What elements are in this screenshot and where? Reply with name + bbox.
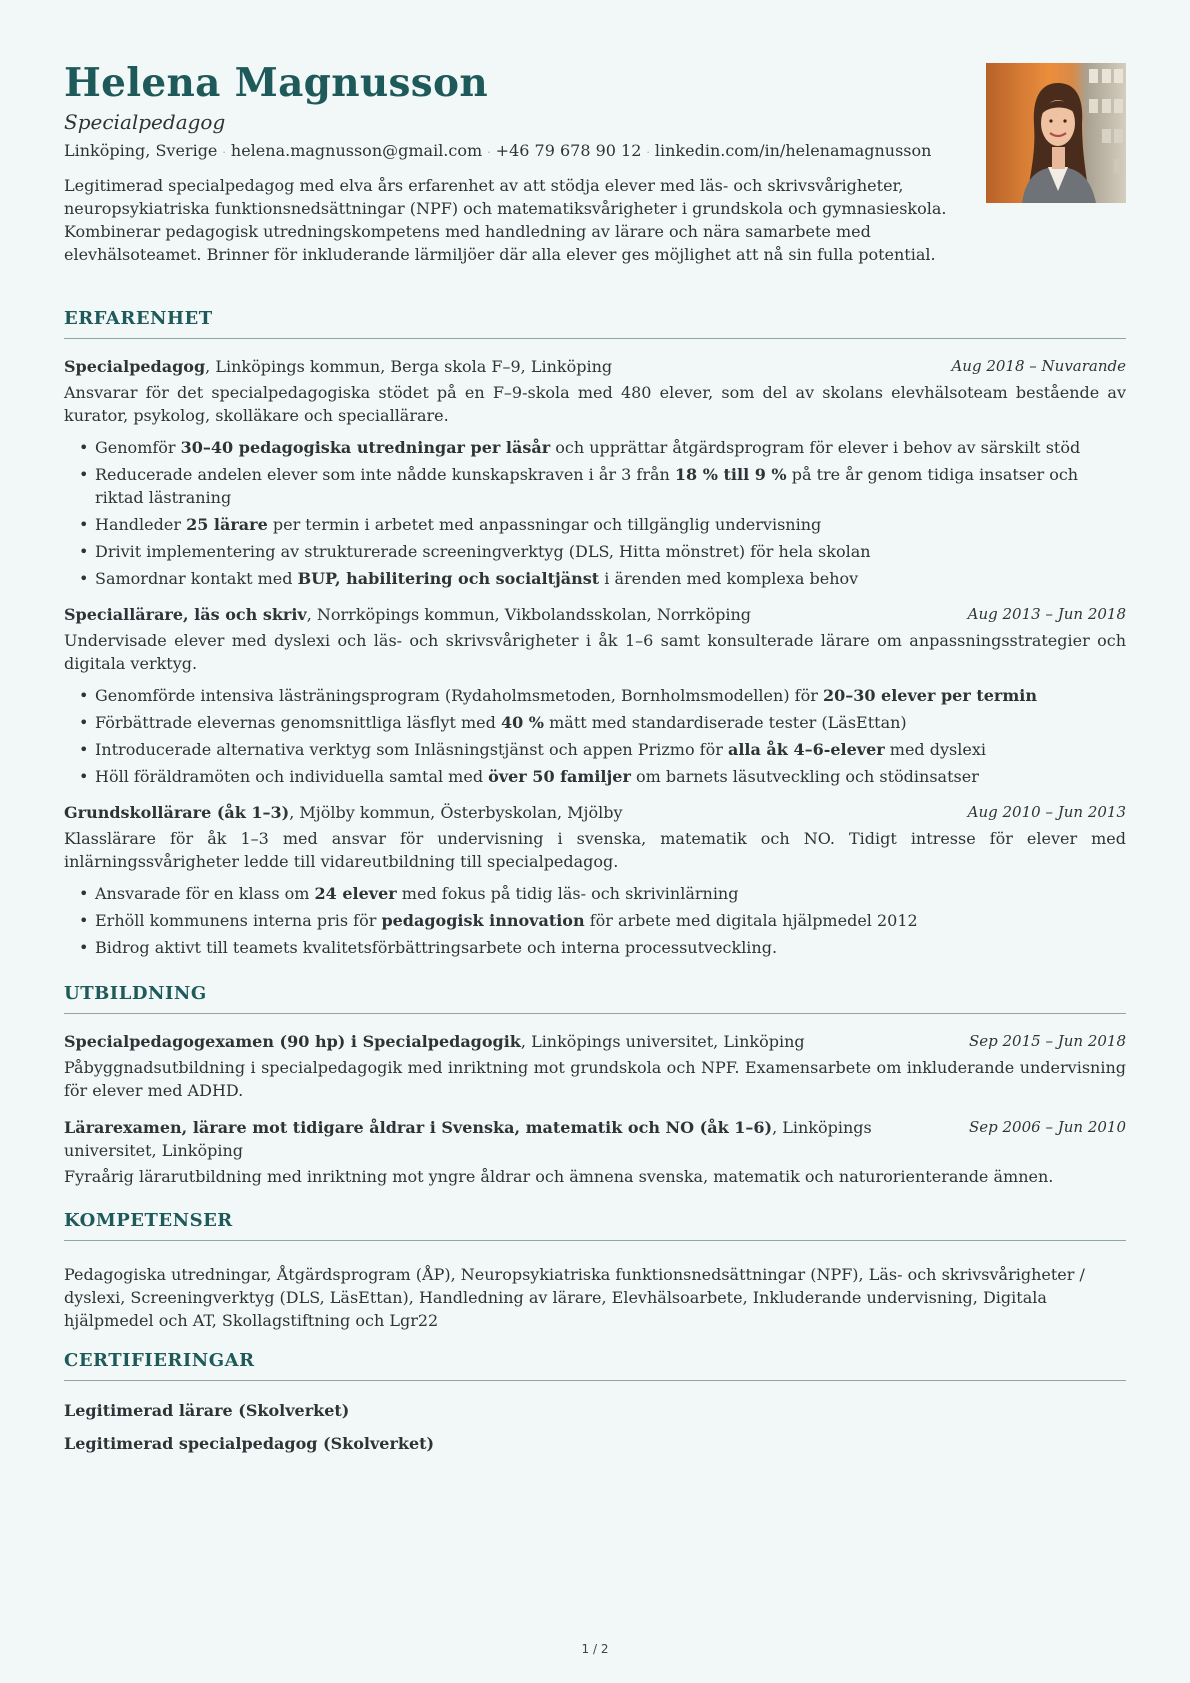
list-item: • Handleder 25 lärare per termin i arbetet med anpassningar och tillgänglig undervisning [64,513,1126,536]
certifications-section [64,1350,1126,1455]
resume-header [64,62,1126,294]
entry-heading [64,603,1126,626]
candidate-title: Specialpedagog [64,109,226,134]
section-title-experience: ERFARENHET [64,308,1126,339]
entry-org: , Linköpings universitet, Linköping [520,1032,805,1051]
list-item: • Höll föräldramöten och individuella samtal med över 50 familjer om barnets läsutveckling och stödinsatser [64,765,1126,788]
list-item: • Genomför 30–40 pedagogiska utredningar per läsår och upprättar åtgärdsprogram för elever i behov av särskilt stöd [64,436,1126,459]
list-item: • Genomförde intensiva lästräningsprogram (Rydaholmsmetoden, Bornholmsmodellen) för 20–30 elever per termin [64,684,1126,707]
achievement-list [64,436,1126,590]
profile-summary: Legitimerad specialpedagog med elva års erfarenhet av att stödja elever med läs- och skrivsvårigheter, neuropsykiatriska funktionsnedsättningar (NPF) och matematiksvårigheter i grundskola och gymnasieskola. Kombinerar pedagogisk utredningskompetens med handledning av lärare och nära samarbete med elevhälsoteamet. Brinner för inkluderande lärmiljöer där alla elever ges möjlighet att nå sin fulla potential. [64,175,947,264]
education-entry [64,1116,1126,1188]
entry-org: , Norrköpings kommun, Vikbolandsskolan, Norrköping [306,605,752,624]
entry-heading [64,1030,1126,1053]
separator-dot: · [646,145,650,159]
entry-role: Grundskollärare (åk 1–3) [64,803,290,822]
certification-item: Legitimerad lärare (Skolverket) [64,1401,350,1420]
phone: +46 79 678 90 12 [495,140,642,160]
list-item: • Drivit implementering av strukturerade screeningverktyg (DLS, Hitta mönstret) för hela skolan [64,540,1126,563]
experience-entry [64,603,1126,788]
entry-description: Fyraårig lärarutbildning med inriktning mot yngre åldrar och ämnena svenska, matematik och naturorienterande ämnen. [64,1167,1054,1186]
entry-heading [64,801,1126,824]
separator-dot: · [487,145,491,159]
experience-entry [64,355,1126,590]
header-text [64,62,964,266]
entry-description: Klasslärare för åk 1–3 med ansvar för undervisning i svenska, matematik och NO. Tidigt intresse för elever med inlärningssvårigheter ledde till vidareutbildning till specialpedagog. [64,829,1126,871]
entry-date: Sep 2006 – Jun 2010 [968,1118,1126,1136]
candidate-name: Helena Magnusson [64,60,488,106]
achievement-list [64,882,1126,959]
entry-date: Aug 2018 – Nuvarande [951,357,1126,375]
entry-heading [64,1116,1126,1162]
linkedin-link[interactable]: linkedin.com/in/helenamagnusson [654,140,932,160]
list-item: • Bidrog aktivt till teamets kvalitetsförbättringsarbete och interna processutveckling. [64,936,1126,959]
list-item: • Reducerade andelen elever som inte nådde kunskapskraven i år 3 från 18 % till 9 % på tre år genom tidiga insatser och riktad lästraning [64,463,1126,509]
list-item: • Ansvarade för en klass om 24 elever med fokus på tidig läs- och skrivinlärning [64,882,1126,905]
skills-list: Pedagogiska utredningar, Åtgärdsprogram (ÅP), Neuropsykiatriska funktionsnedsättningar (NPF), Läs- och skrivsvårigheter / dyslexi, Screeningverktyg (DLS, LäsEttan), Handledning av lärare, Elevhälsoarbete, Inkluderande undervisning, Digitala hjälpmedel och AT, Skollagstiftning och Lgr22 [64,1265,1085,1330]
entry-date: Aug 2010 – Jun 2013 [967,803,1126,821]
entry-degree: Lärarexamen, lärare mot tidigare åldrar i Svenska, matematik och NO (åk 1–6) [64,1118,773,1137]
contact-line [64,141,964,160]
entry-heading [64,355,1126,378]
page-number: 1 / 2 [581,1642,609,1656]
entry-date: Sep 2015 – Jun 2018 [968,1032,1126,1050]
certification-item: Legitimerad specialpedagog (Skolverket) [64,1434,435,1453]
email-link[interactable]: helena.magnusson@gmail.com [230,140,483,160]
entry-role: Specialpedagog [64,357,206,376]
profile-photo-illustration [986,63,1126,203]
experience-section [64,308,1126,959]
entry-role: Speciallärare, läs och skriv [64,605,307,624]
experience-entry [64,801,1126,959]
section-title-skills: KOMPETENSER [64,1210,1126,1241]
education-section [64,983,1126,1188]
entry-description: Undervisade elever med dyslexi och läs- och skrivsvårigheter i åk 1–6 samt konsulterade lärare om anpassningsstrategier och digitala verktyg. [64,631,1126,673]
entry-degree: Specialpedagogexamen (90 hp) i Specialpedagogik [64,1032,521,1051]
skills-section [64,1210,1126,1332]
section-title-certifications: CERTIFIERINGAR [64,1350,1126,1381]
entry-org: , Linköpings kommun, Berga skola F–9, Linköping [205,357,613,376]
entry-org: , Linköpings universitet, Linköping [64,1118,872,1160]
education-entry [64,1030,1126,1102]
profile-photo [986,63,1126,203]
entry-date: Aug 2013 – Jun 2018 [967,605,1126,623]
list-item: • Erhöll kommunens interna pris för pedagogisk innovation för arbete med digitala hjälpmedel 2012 [64,909,1126,932]
section-title-education: UTBILDNING [64,983,1126,1014]
entry-org: , Mjölby kommun, Österbyskolan, Mjölby [289,803,623,822]
location: Linköping, Sverige [64,140,218,160]
achievement-list [64,684,1126,788]
list-item: • Samordnar kontakt med BUP, habilitering och socialtjänst i ärenden med komplexa behov [64,567,1126,590]
entry-description: Påbyggnadsutbildning i specialpedagogik med inriktning mot grundskola och NPF. Examensarbete om inkluderande undervisning för elever med ADHD. [64,1058,1126,1100]
entry-description: Ansvarar för det specialpedagogiska stödet på en F–9-skola med 480 elever, som del av skolans elevhälsoteam bestående av kurator, psykolog, skolläkare och speciallärare. [64,383,1126,425]
list-item: • Förbättrade elevernas genomsnittliga läsflyt med 40 % mätt med standardiserade tester (LäsEttan) [64,711,1126,734]
separator-dot: · [222,145,226,159]
list-item: • Introducerade alternativa verktyg som Inläsningstjänst och appen Prizmo för alla åk 4–6-elever med dyslexi [64,738,1126,761]
